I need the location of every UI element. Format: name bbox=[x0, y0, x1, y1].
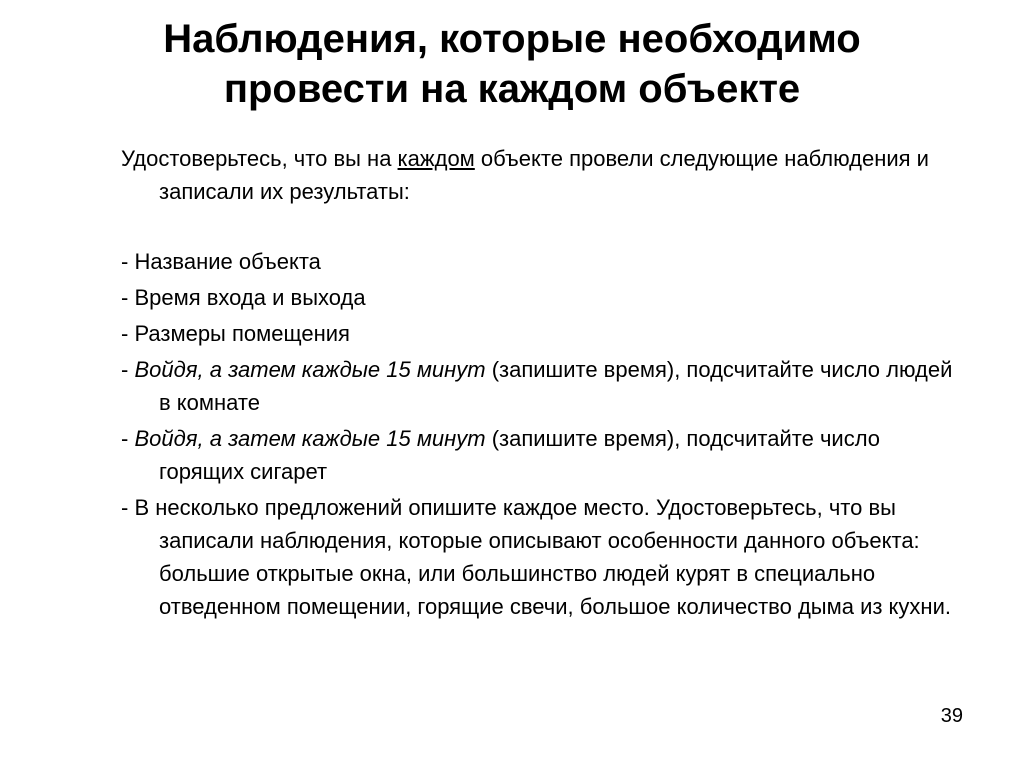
list-item-text: - В несколько предложений опишите каждое место. Удостоверьтесь, что вы записали наблюдения, которые описывают особенности данного объекта: большие открытые окна, или большинство людей курят в специально отведенном помещении, горящие свечи, большое количество дыма из кухни. bbox=[121, 495, 951, 619]
list-item-dash: - bbox=[121, 357, 135, 382]
list-item-text: - Название объекта bbox=[121, 249, 321, 274]
slide-body bbox=[121, 142, 961, 626]
page-number: 39 bbox=[940, 705, 963, 727]
list-item-cigarette-count bbox=[121, 422, 961, 488]
slide-title bbox=[80, 14, 944, 114]
list-item-description bbox=[121, 491, 961, 623]
list-item-text: - Размеры помещения bbox=[121, 321, 350, 346]
intro-underlined-word: каждом bbox=[397, 146, 475, 171]
list-item-italic: Войдя, а затем каждые 15 минут bbox=[134, 426, 486, 451]
list-item-text: (запишите время), подсчитайте число людей в комнате bbox=[159, 357, 953, 415]
intro-paragraph bbox=[121, 142, 961, 208]
intro-text-before: Удостоверьтесь, что вы на bbox=[121, 146, 398, 171]
list-item-text: (запишите время), подсчитайте число горящих сигарет bbox=[159, 426, 881, 484]
list-item-name bbox=[121, 245, 961, 278]
list-item-text: - Время входа и выхода bbox=[121, 285, 366, 310]
slide-title-line-2: провести на каждом объекте bbox=[223, 67, 801, 111]
list-item-time bbox=[121, 281, 961, 314]
list-item-italic: Войдя, а затем каждые 15 минут bbox=[134, 357, 486, 382]
list-item-dash: - bbox=[121, 426, 135, 451]
list-item-people-count bbox=[121, 353, 961, 419]
intro-text-after: объекте провели следующие наблюдения и записали их результаты: bbox=[159, 146, 929, 204]
slide-title-line-1: Наблюдения, которые необходимо bbox=[163, 17, 861, 61]
list-item-size bbox=[121, 317, 961, 350]
